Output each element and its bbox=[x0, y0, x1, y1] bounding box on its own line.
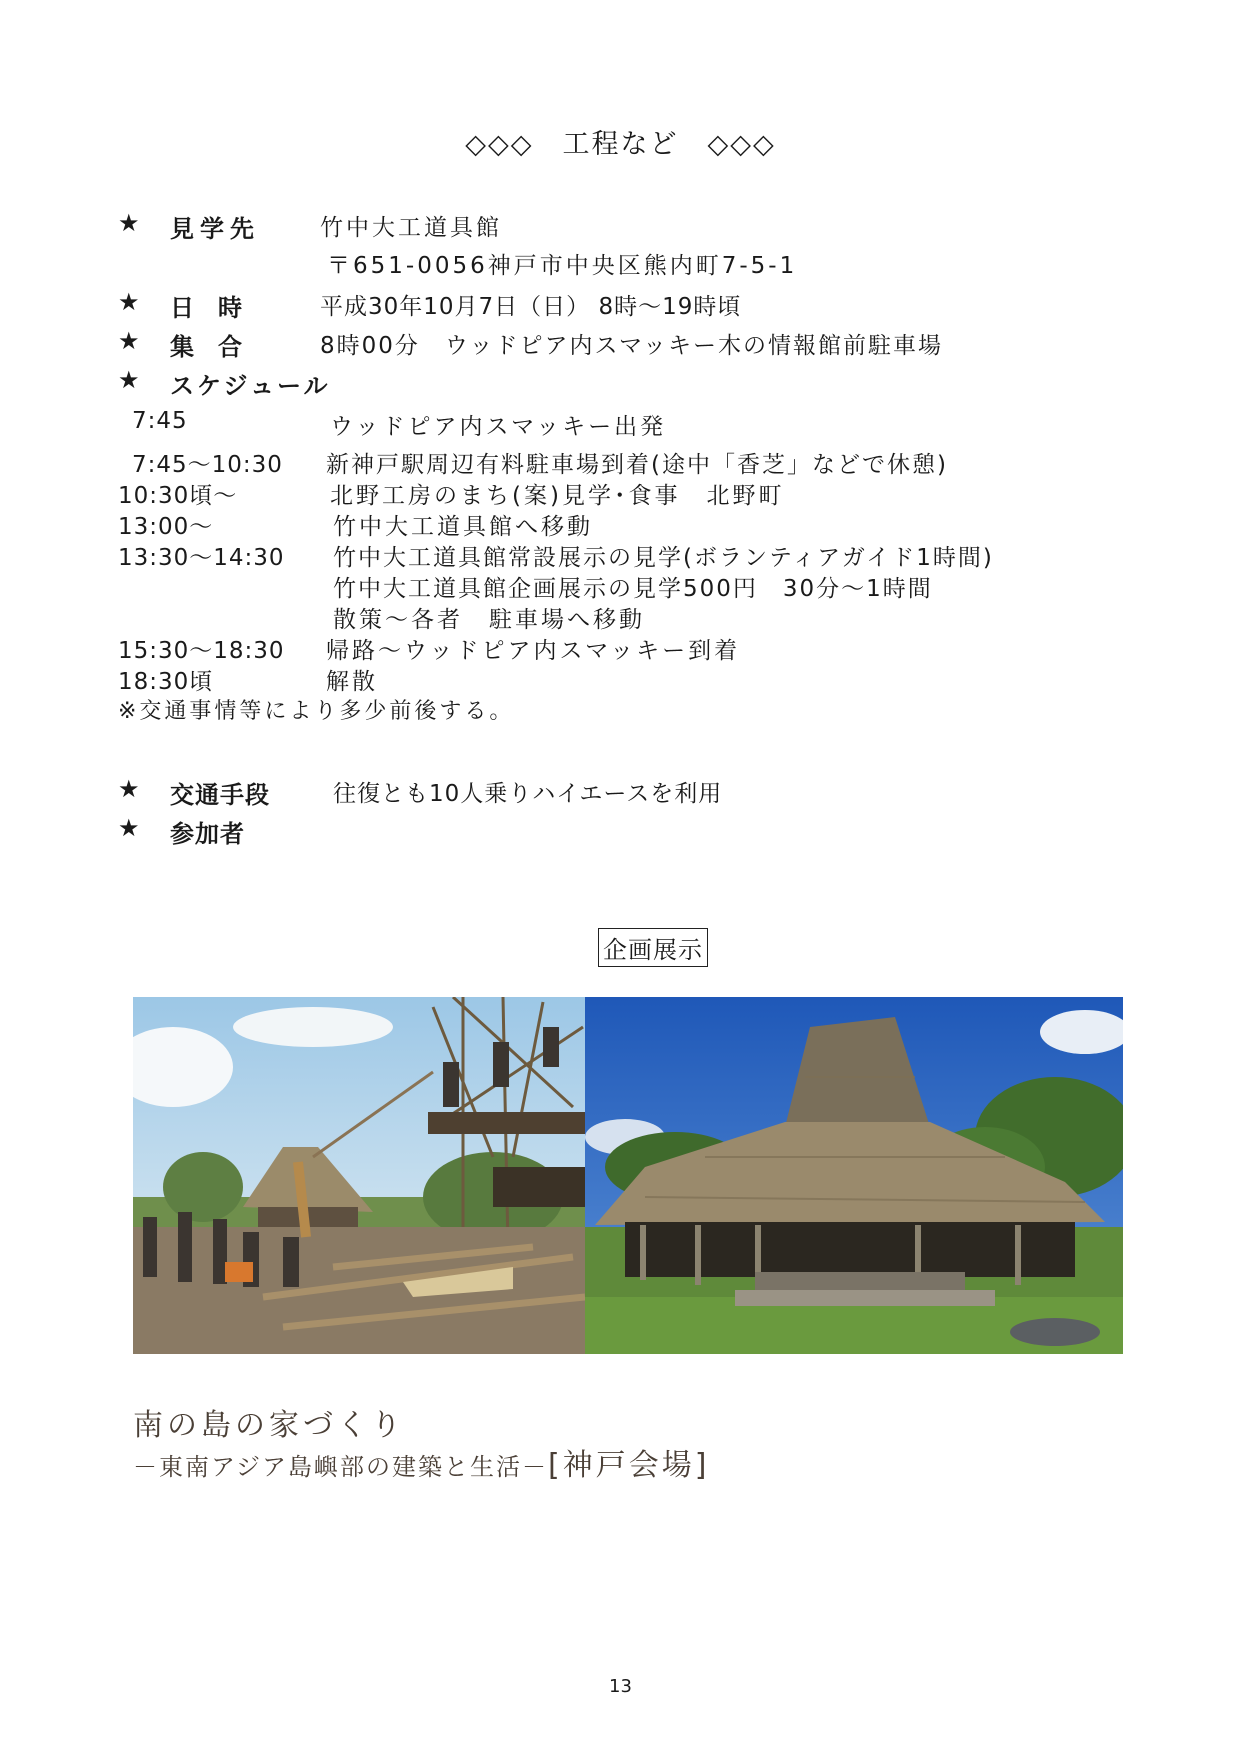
exhibition-box-label: 企画展示 bbox=[598, 928, 708, 967]
schedule-time: 18:30頃 bbox=[118, 669, 214, 695]
datetime-value: 平成30年10月7日（日） 8時～19時頃 bbox=[320, 294, 742, 320]
schedule-desc: 竹中大工道具館へ移動 bbox=[333, 514, 593, 540]
schedule-note: ※交通事情等により多少前後する。 bbox=[118, 699, 515, 724]
transport-label: 交通手段 bbox=[170, 781, 270, 809]
star-icon: ★ bbox=[118, 775, 140, 803]
meeting-label: 集 合 bbox=[170, 333, 242, 361]
datetime-label: 日 時 bbox=[170, 294, 242, 322]
schedule-desc: 解散 bbox=[326, 669, 378, 695]
destination-value: 竹中大工道具館 bbox=[320, 215, 502, 241]
schedule-time: 15:30～18:30 bbox=[118, 638, 285, 664]
destination-address: 〒651-0056神戸市中央区熊内町7-5-1 bbox=[327, 253, 798, 279]
schedule-desc: 帰路～ウッドピア内スマッキー到着 bbox=[326, 638, 741, 664]
transport-value: 往復とも10人乗りハイエースを利用 bbox=[333, 781, 723, 807]
meeting-value: 8時00分 ウッドピア内スマッキー木の情報館前駐車場 bbox=[320, 333, 944, 359]
page-number: 13 bbox=[609, 1676, 632, 1697]
schedule-desc: 散策～各者 駐車場へ移動 bbox=[333, 607, 645, 633]
page-title: ◇◇◇ 工程など ◇◇◇ bbox=[465, 129, 776, 160]
schedule-time: 13:00～ bbox=[118, 514, 214, 540]
schedule-desc: 北野工房のまち(案)見学･食事 北野町 bbox=[330, 483, 785, 509]
destination-label: 見学先 bbox=[170, 215, 260, 243]
thatched-house-photo bbox=[585, 997, 1123, 1354]
star-icon: ★ bbox=[118, 814, 140, 842]
participants-label: 参加者 bbox=[170, 820, 245, 848]
schedule-time: 13:30～14:30 bbox=[118, 545, 285, 571]
schedule-desc: 新神戸駅周辺有料駐車場到着(途中「香芝」などで休憩) bbox=[326, 452, 948, 478]
schedule-time: 7:45～10:30 bbox=[132, 452, 283, 478]
schedule-label: スケジュール bbox=[170, 372, 331, 400]
schedule-desc: 竹中大工道具館企画展示の見学500円 30分～1時間 bbox=[333, 576, 933, 602]
exhibition-subtitle: －東南アジア島嶼部の建築と生活－ bbox=[133, 1453, 549, 1481]
schedule-time: 7:45 bbox=[132, 408, 188, 434]
star-icon: ★ bbox=[118, 366, 140, 394]
construction-photo bbox=[133, 997, 585, 1354]
schedule-time: 10:30頃～ bbox=[118, 483, 238, 509]
star-icon: ★ bbox=[118, 288, 140, 316]
star-icon: ★ bbox=[118, 327, 140, 355]
schedule-desc: ウッドピア内スマッキー出発 bbox=[330, 414, 667, 440]
exhibition-title: 南の島の家づくり bbox=[133, 1408, 405, 1443]
star-icon: ★ bbox=[118, 209, 140, 237]
exhibition-subtitle-line bbox=[133, 1440, 709, 1484]
exhibition-venue: [神戸会場] bbox=[548, 1448, 710, 1483]
schedule-desc: 竹中大工道具館常設展示の見学(ボランティアガイド1時間) bbox=[333, 545, 994, 571]
